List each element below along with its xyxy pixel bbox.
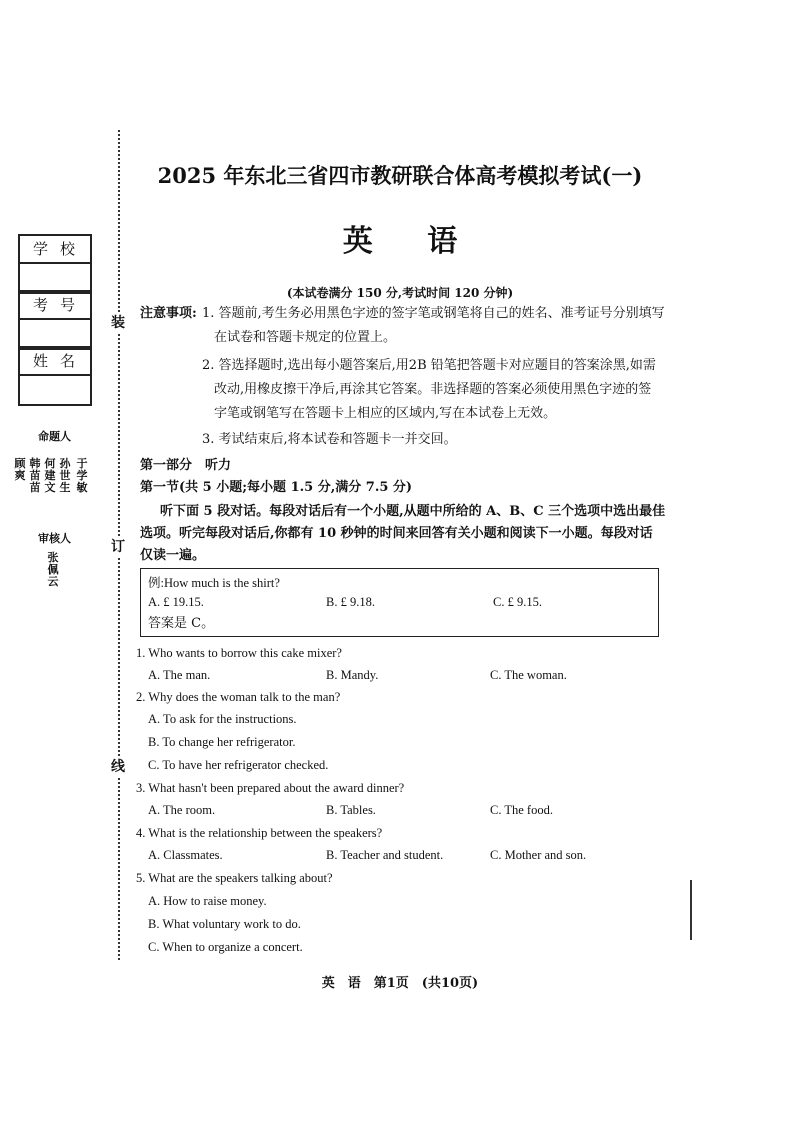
example-option-b: B. £ 9.18. <box>326 595 375 609</box>
cut-mark-ding: 订 <box>108 536 128 556</box>
question-4: 4. What is the relationship between the speakers? <box>136 826 383 840</box>
notice-item-3-line1: 3. 考试结束后,将本试卷和答题卡一并交回。 <box>202 432 457 447</box>
exam-title: 2025 年东北三省四市教研联合体高考模拟考试(一) <box>157 163 643 188</box>
question-2-option-a: A. To ask for the instructions. <box>148 712 297 726</box>
question-2: 2. Why does the woman talk to the man? <box>136 690 341 704</box>
exam-number-field-blank[interactable] <box>20 320 90 348</box>
name-field-label: 姓名 <box>20 348 90 376</box>
question-3-option-a: A. The room. <box>148 803 216 817</box>
notice-item-2-line2: 改动,用橡皮擦干净后,再涂其它答案。非选择题的答案必须使用黑色字迹的签 <box>214 382 652 397</box>
question-2-option-b: B. To change her refrigerator. <box>148 735 296 749</box>
question-3: 3. What hasn't been prepared about the award dinner? <box>136 781 405 795</box>
question-5-option-b: B. What voluntary work to do. <box>148 917 301 931</box>
author-name: 于学敏 <box>76 457 88 494</box>
exam-number-field-label: 考号 <box>20 292 90 320</box>
author-name: 何建文 <box>44 457 56 494</box>
instructions-line2: 选项。听完每段对话后,你都有 10 秒钟的时间来回答有关小题和阅读下一小题。每段对话 <box>140 526 653 541</box>
example-option-a: A. £ 19.15. <box>148 595 204 609</box>
author-name: 顾爽 <box>14 457 26 482</box>
example-answer: 答案是 C。 <box>148 616 215 631</box>
instructions-line1: 听下面 5 段对话。每段对话后有一个小题,从题中所给的 A、B、C 三个选项中选出最佳 <box>160 504 666 519</box>
school-field-label: 学校 <box>20 236 90 264</box>
example-option-c: C. £ 9.15. <box>493 595 542 609</box>
name-field-blank[interactable] <box>20 376 90 404</box>
question-5-option-a: A. How to raise money. <box>148 894 267 908</box>
question-2-option-c: C. To have her refrigerator checked. <box>148 758 329 772</box>
notice-item-2-line3: 字笔或钢笔写在答题卡上相应的区域内,写在本试卷上无效。 <box>214 406 557 421</box>
margin-mark <box>690 880 692 940</box>
question-4-option-c: C. Mother and son. <box>490 848 587 862</box>
author-name: 孙世生 <box>59 457 71 494</box>
question-4-option-a: A. Classmates. <box>148 848 223 862</box>
reviewer-label: 审核人 <box>38 532 71 545</box>
question-5: 5. What are the speakers talking about? <box>136 871 333 885</box>
author-name: 韩苗苗 <box>29 457 41 494</box>
question-3-option-c: C. The food. <box>490 803 553 817</box>
example-question: 例:How much is the shirt? <box>148 576 280 590</box>
notice-label: 注意事项: <box>140 306 197 321</box>
reviewer-name: 张佩云 <box>47 551 59 588</box>
notice-item-1-line1: 1. 答题前,考生务必用黑色字迹的签字笔或钢笔将自己的姓名、准考证号分别填写 <box>202 306 665 321</box>
instructions-line3: 仅读一遍。 <box>140 548 206 563</box>
question-3-option-b: B. Tables. <box>326 803 376 817</box>
example-box <box>140 568 659 637</box>
question-1-option-a: A. The man. <box>148 668 211 682</box>
question-1: 1. Who wants to borrow this cake mixer? <box>136 646 342 660</box>
score-info: (本试卷满分 150 分,考试时间 120 分钟) <box>286 286 514 300</box>
part1-title: 第一部分 听力 <box>140 458 232 473</box>
notice-item-2-line1: 2. 答选择题时,选出每小题答案后,用2B 铅笔把答题卡对应题目的答案涂黑,如需 <box>202 358 656 373</box>
subject-title: 英 语 <box>342 224 480 259</box>
question-4-option-b: B. Teacher and student. <box>326 848 444 862</box>
question-1-option-b: B. Mandy. <box>326 668 379 682</box>
cut-mark-xian: 线 <box>108 756 128 776</box>
cut-mark-zhuang: 装 <box>108 312 128 332</box>
section1-title: 第一节(共 5 小题;每小题 1.5 分,满分 7.5 分) <box>140 480 413 495</box>
authors-label: 命题人 <box>38 430 71 443</box>
notice-item-1-line2: 在试卷和答题卡规定的位置上。 <box>214 330 397 345</box>
page-footer: 英 语 第1页 (共10页) <box>321 976 479 991</box>
name-field-box[interactable] <box>18 346 92 406</box>
question-1-option-c: C. The woman. <box>490 668 567 682</box>
question-5-option-c: C. When to organize a concert. <box>148 940 303 954</box>
